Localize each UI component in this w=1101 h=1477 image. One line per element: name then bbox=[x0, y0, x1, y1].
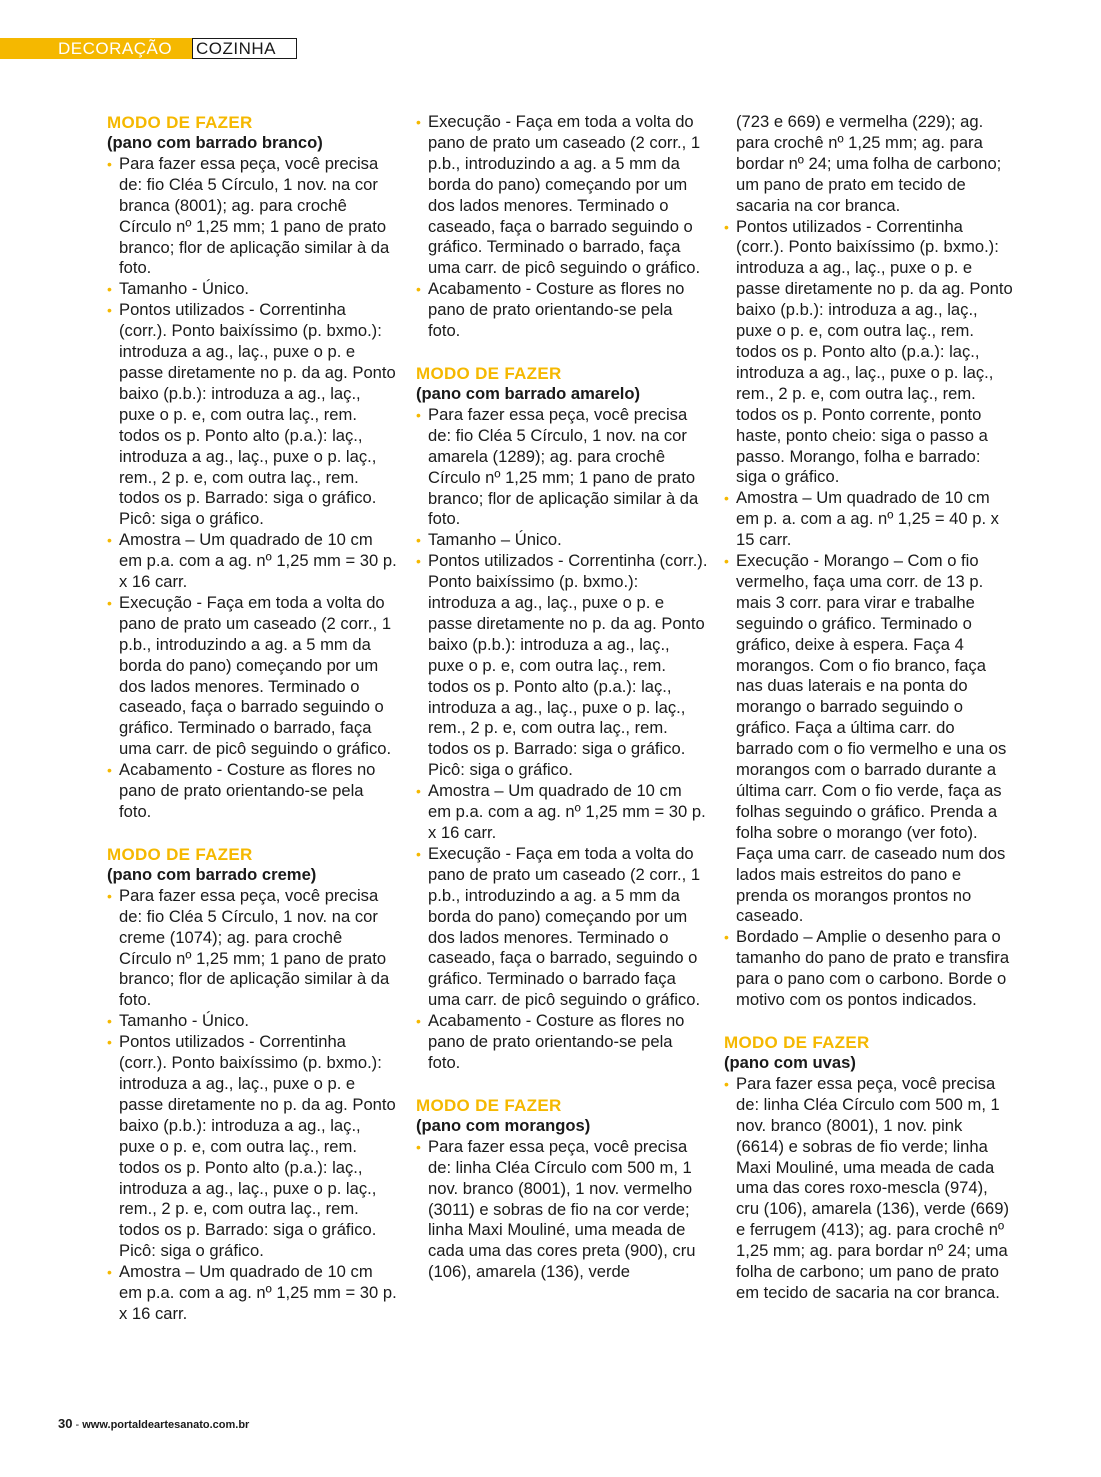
page-number: 30 bbox=[58, 1416, 73, 1431]
list-item: • Pontos utilizados - Correntinha (corr.). Ponto baixíssimo (p. bxmo.): introduza a ag., laç., puxe o p. e passe diretamente no p. da ag. Ponto baixo (p.b.): introduza a ag., laç., puxe o p. e, com outra laç., rem. todos os p. Ponto alto (p.a.): laç., introduza a ag., laç., puxe o p. laç., rem., 2 p. e, com outra laç., rem. todos os p. Barrado: siga o gráfico. Picô: siga o gráfico. bbox=[416, 551, 708, 780]
bullet-icon: • bbox=[724, 490, 729, 507]
page-footer bbox=[58, 1416, 249, 1431]
list-item: • Execução - Faça em toda a volta do pano de prato um caseado (2 corr., 1 p.b., introduzindo a ag. a 5 mm da borda do pano) começando por um dos lados menores. Terminado o caseado, faça o barrado seguindo o gráfico. Terminado o barrado, faça uma carr. de picô seguindo o gráfico. bbox=[416, 112, 701, 278]
instructions-subheading: (pano com barrado branco) bbox=[107, 133, 323, 152]
instructions-subheading: (pano com barrado creme) bbox=[107, 864, 317, 884]
list-item: • Acabamento - Costure as flores no pano de prato orientando-se pela foto. bbox=[416, 279, 685, 341]
list-item: • Acabamento - Costure as flores no pano de prato orientando-se pela foto. bbox=[107, 760, 376, 821]
bullet-icon: • bbox=[416, 532, 421, 549]
list-item: • Pontos utilizados - Correntinha (corr.). Ponto baixíssimo (p. bxmo.): introduza a ag., laç., puxe o p. e passe diretamente no p. da ag. Ponto baixo (p.b.): introduza a ag., laç., puxe o p. e, com outra laç., rem. todos os p. Ponto alto (p.a.): laç., introduza a ag., laç., puxe o p. laç., rem., 2 p. e, com outra laç., rem. todos os p. Ponto corrente, ponto haste, ponto cheio: siga o passo a passo. Morango, folha e barrado: siga o gráfico. bbox=[724, 216, 1013, 487]
subsection-title: COZINHA bbox=[192, 38, 297, 59]
bullet-icon: • bbox=[107, 594, 112, 611]
bullet-icon: • bbox=[107, 302, 112, 319]
instructions-subheading: (pano com morangos) bbox=[416, 1115, 591, 1135]
bullet-icon: • bbox=[416, 1138, 421, 1155]
bullet-icon: • bbox=[416, 783, 421, 800]
bullet-icon: • bbox=[107, 762, 112, 779]
bullet-icon: • bbox=[107, 1013, 112, 1030]
footer-separator: - bbox=[72, 1419, 83, 1431]
list-item: • Para fazer essa peça, você precisa de: linha Cléa Círculo com 500 m, 1 nov. branco (8001), 1 nov. vermelho (3011) e sobras de fio na cor verde; linha Maxi Mouliné, uma meada de cada uma das cores preta (900), cru (106), amarela (136), verde bbox=[416, 1136, 696, 1282]
instructions-heading: MODO DE FAZER bbox=[107, 113, 253, 132]
list-item: • Para fazer essa peça, você precisa de: fio Cléa 5 Círculo, 1 nov. na cor amarela (1289); ag. para crochê Círculo nº 1,25 mm; 1 pano de prato branco; flor de aplicação similar à da foto. bbox=[416, 404, 699, 529]
list-item: • Para fazer essa peça, você precisa de: fio Cléa 5 Círculo, 1 nov. na cor branca (8001); ag. para crochê Círculo nº 1,25 mm; 1 pano de prato branco; flor de aplicação similar à da foto. bbox=[107, 153, 390, 278]
section-title: DECORAÇÃO bbox=[58, 39, 173, 58]
footer-url[interactable]: www.portaldeartesanato.com.br bbox=[82, 1419, 250, 1431]
bullet-icon: • bbox=[107, 887, 112, 904]
text-column-2 bbox=[416, 112, 708, 1283]
list-item: • Acabamento - Costure as flores no pano de prato orientando-se pela foto. bbox=[416, 1011, 685, 1072]
list-item: • Amostra – Um quadrado de 10 cm em p.a. com a ag. nº 1,25 mm = 30 p. x 16 carr. bbox=[107, 1262, 397, 1323]
list-item: • Amostra – Um quadrado de 10 cm em p.a. com a ag. nº 1,25 mm = 30 p. x 16 carr. bbox=[416, 781, 706, 842]
bullet-icon: • bbox=[416, 845, 421, 862]
list-item: • Amostra – Um quadrado de 10 cm em p. a. com a ag. nº 1,25 = 40 p. x 15 carr. bbox=[724, 488, 999, 550]
bullet-icon: • bbox=[724, 553, 729, 570]
list-item: • Tamanho – Único. bbox=[416, 530, 562, 550]
list-item: • Tamanho - Único. bbox=[107, 1011, 250, 1031]
list-item: • Para fazer essa peça, você precisa de: linha Cléa Círculo com 500 m, 1 nov. branco (8001), 1 nov. pink (6614) e sobras de fio verde; linha Maxi Mouliné, uma meada de cada uma das cores roxo-mescla (974), cru (106), amarela (136), verde (669) e ferrugem (413); ag. para crochê nº 1,25 mm; ag. para bordar nº 24; uma folha de carbono; um pano de prato em tecido de sacaria na cor branca. bbox=[724, 1073, 1009, 1302]
bullet-icon: • bbox=[107, 281, 112, 298]
bullet-icon: • bbox=[724, 929, 729, 946]
section-header bbox=[0, 38, 295, 59]
list-item-continuation: (723 e 669) e vermelha (229); ag. para crochê nº 1,25 mm; ag. para bordar nº 24; uma folha de carbono; um pano de prato em tecido de sacaria na cor branca. bbox=[736, 112, 1002, 215]
bullet-icon: • bbox=[416, 406, 421, 423]
text-column-3 bbox=[724, 112, 1014, 1304]
list-item: • Para fazer essa peça, você precisa de: fio Cléa 5 Círculo, 1 nov. na cor creme (1074); ag. para crochê Círculo nº 1,25 mm; 1 pano de prato branco; flor de aplicação similar à da foto. bbox=[107, 885, 390, 1010]
bullet-icon: • bbox=[107, 155, 112, 172]
instructions-heading: MODO DE FAZER bbox=[724, 1032, 870, 1052]
list-item: • Execução - Faça em toda a volta do pano de prato um caseado (2 corr., 1 p.b., introduzindo a ag. a 5 mm da borda do pano) começando por um dos lados menores. Terminado o caseado, faça o barrado, seguindo o gráfico. Terminado o barrado faça uma carr. de picô seguindo o gráfico. bbox=[416, 843, 701, 1010]
bullet-icon: • bbox=[416, 553, 421, 570]
bullet-icon: • bbox=[724, 218, 729, 235]
instructions-subheading: (pano com uvas) bbox=[724, 1052, 856, 1072]
list-item: • Tamanho - Único. bbox=[107, 279, 250, 299]
text-column-1 bbox=[107, 112, 397, 1325]
bullet-icon: • bbox=[416, 1013, 421, 1030]
bullet-icon: • bbox=[724, 1075, 729, 1092]
bullet-icon: • bbox=[416, 281, 421, 298]
list-item: • Execução - Morango – Com o fio vermelho, faça uma corr. de 13 p. mais 3 corr. para virar e trabalhe seguindo o gráfico. Terminado o gráfico, deixe à espera. Faça 4 morangos. Com o fio branco, faça nas duas laterais e na ponta do morango o barrado seguindo o gráfico. Faça a última carr. do barrado com o fio vermelho e una os morangos com o barrado durante a última carr. Com o fio verde, faça as folhas seguindo o gráfico. Prenda a folha sobre o morango (ver foto). Faça uma carr. de caseado num dos lados mais estreitos do pano e prenda os morangos prontos no caseado. bbox=[724, 551, 1007, 926]
list-item: • Pontos utilizados - Correntinha (corr.). Ponto baixíssimo (p. bxmo.): introduza a ag., laç., puxe o p. e passe diretamente no p. da ag. Ponto baixo (p.b.): introduza a ag., laç., puxe o p. e, com outra laç., rem. todos os p. Ponto alto (p.a.): laç., introduza a ag., laç., puxe o p. laç., rem., 2 p. e, com outra laç., rem. todos os p. Barrado: siga o gráfico. Picô: siga o gráfico. bbox=[107, 1032, 396, 1261]
list-item: • Execução - Faça em toda a volta do pano de prato um caseado (2 corr., 1 p.b., introduzindo a ag. a 5 mm da borda do pano) começando por um dos lados menores. Terminado o caseado, faça o barrado seguindo o gráfico. Terminado o barrado, faça uma carr. de picô seguindo o gráfico. bbox=[107, 592, 392, 759]
bullet-icon: • bbox=[416, 114, 421, 130]
list-item: • Pontos utilizados - Correntinha (corr.). Ponto baixíssimo (p. bxmo.): introduza a ag., laç., puxe o p. e passe diretamente no p. da ag. Ponto baixo (p.b.): introduza a ag., laç., puxe o p. e, com outra laç., rem. todos os p. Ponto alto (p.a.): laç., introduza a ag., laç., puxe o p. laç., rem., 2 p. e, com outra laç., rem. todos os p. Barrado: siga o gráfico. Picô: siga o gráfico. bbox=[107, 300, 396, 529]
list-item: • Bordado – Amplie o desenho para o tamanho do pano de prato e transfira para o pano com o carbono. Borde o motivo com os pontos indicados. bbox=[724, 927, 1010, 1010]
list-item: • Amostra – Um quadrado de 10 cm em p.a. com a ag. nº 1,25 mm = 30 p. x 16 carr. bbox=[107, 530, 397, 592]
instructions-heading: MODO DE FAZER bbox=[416, 1095, 562, 1115]
bullet-icon: • bbox=[107, 1034, 112, 1051]
bullet-icon: • bbox=[107, 1264, 112, 1281]
instructions-subheading: (pano com barrado amarelo) bbox=[416, 383, 641, 403]
bullet-icon: • bbox=[107, 532, 112, 549]
instructions-heading: MODO DE FAZER bbox=[107, 844, 253, 864]
instructions-heading: MODO DE FAZER bbox=[416, 363, 562, 383]
